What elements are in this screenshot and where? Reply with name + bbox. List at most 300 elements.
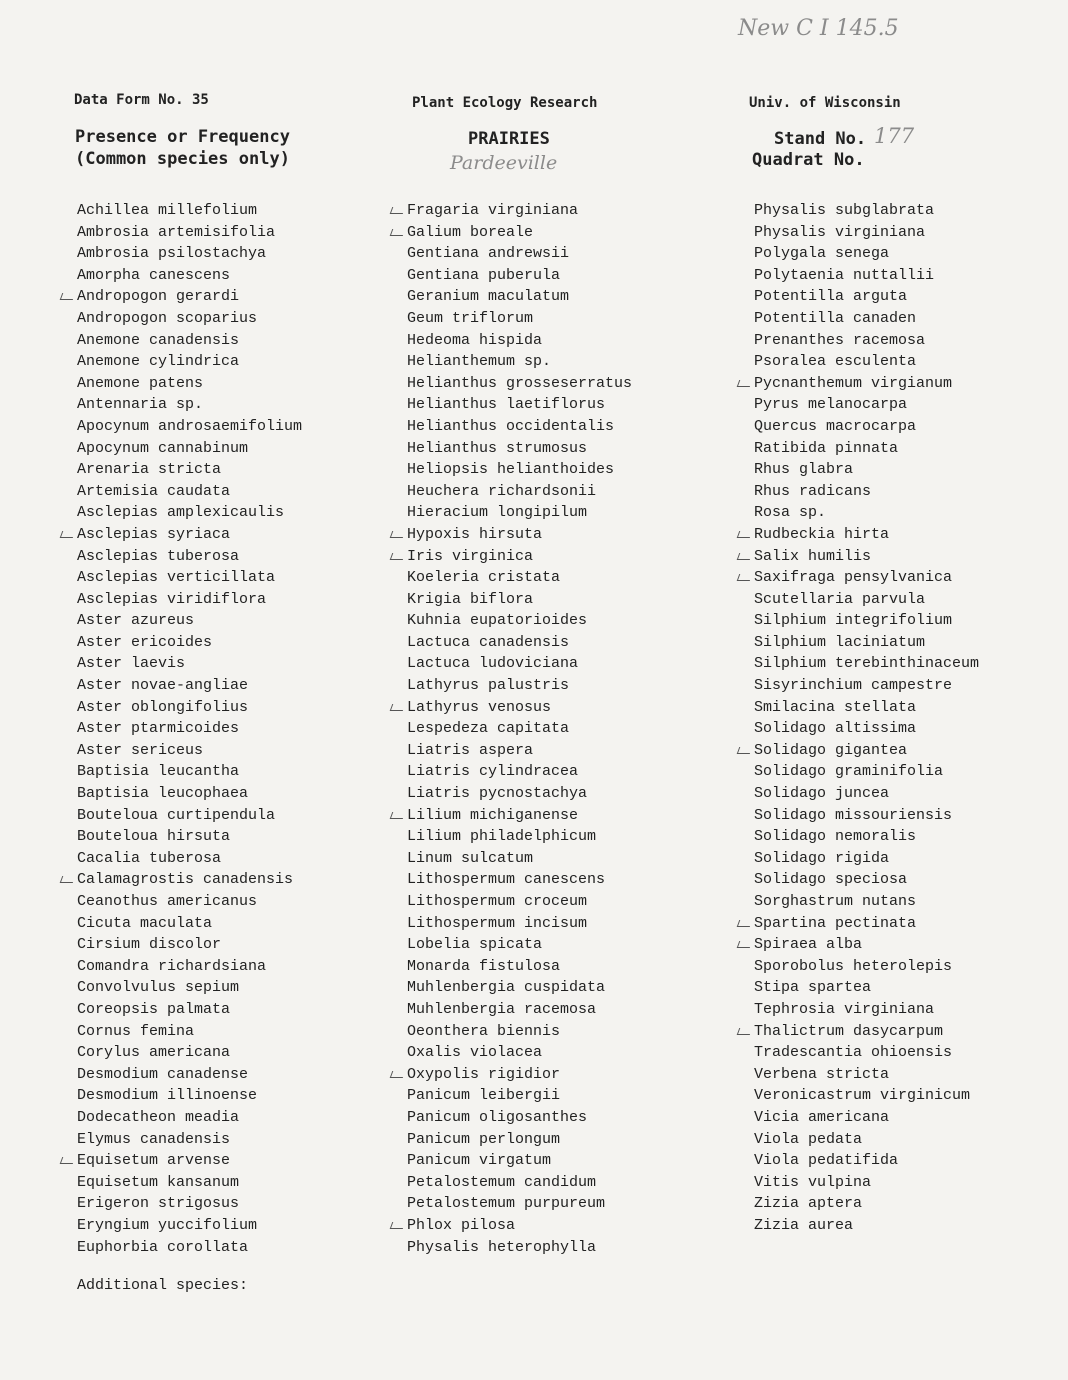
species-item [754, 351, 979, 373]
species-item [754, 913, 979, 935]
species-name: Monarda fistulosa [407, 957, 561, 975]
species-name: Heuchera richardsonii [407, 482, 597, 500]
species-name: Ceanothus americanus [77, 893, 258, 910]
species-name: Comandra richardsiana [77, 957, 267, 975]
species-name: Vicia americana [754, 1108, 890, 1126]
species-item [407, 567, 632, 589]
species-item [754, 783, 979, 805]
species-item [77, 653, 302, 675]
species-name: Prenanthes racemosa [754, 331, 926, 349]
species-name: Aster oblongifolius [77, 698, 249, 716]
species-name: Saxifraga pensylvanica [754, 569, 953, 587]
species-name: Helianthus grosseserratus [407, 374, 633, 392]
species-name: Zizia aurea [754, 1216, 854, 1234]
species-name: Thalictrum dasycarpum [754, 1022, 944, 1040]
species-item [407, 891, 632, 913]
species-name: Lobelia spicata [407, 936, 543, 954]
species-item [407, 999, 632, 1021]
species-item [77, 394, 302, 416]
checkmark-icon [390, 553, 406, 560]
species-item [754, 610, 979, 632]
species-item [754, 934, 979, 956]
species-item [754, 286, 979, 308]
form-title: Plant Ecology Research [412, 95, 598, 111]
species-name: Baptisia leucantha [77, 763, 240, 781]
species-name: Helianthus laetiflorus [407, 396, 606, 414]
species-name: Iris virginica [407, 547, 534, 565]
species-name: Liatris pycnostachya [407, 785, 588, 803]
species-item [77, 308, 302, 330]
species-name: Silphium integrifolium [754, 612, 953, 630]
species-item [754, 653, 979, 675]
species-name: Vitis vulpina [754, 1173, 872, 1191]
species-item [407, 330, 632, 352]
species-item [407, 718, 632, 740]
checkmark-icon [390, 812, 406, 819]
species-item [407, 222, 632, 244]
species-name: Gentiana puberula [407, 266, 561, 284]
species-name: Lithospermum canescens [407, 871, 606, 889]
species-name: Hedeoma hispida [407, 331, 543, 349]
checkmark-icon [390, 1071, 406, 1078]
species-name: Andropogon scoparius [77, 309, 258, 327]
species-item [77, 200, 302, 222]
species-name: Pycnanthemum virgianum [754, 374, 953, 392]
species-item [77, 1021, 302, 1043]
species-name: Quercus macrocarpa [754, 417, 917, 435]
species-item [407, 351, 632, 373]
species-name: Convolvulus sepium [77, 979, 240, 997]
species-item [77, 286, 302, 308]
species-name: Helianthus strumosus [407, 439, 588, 457]
species-name: Physalis virginiana [754, 223, 926, 241]
species-name: Euphorbia corollata [77, 1238, 249, 1256]
species-item [754, 416, 979, 438]
species-item [77, 546, 302, 568]
species-name: Apocynum androsaemifolium [77, 417, 303, 435]
species-name: Cornus femina [77, 1022, 195, 1040]
species-name: Arenaria stricta [77, 461, 222, 479]
species-name: Solidago altissima [754, 720, 917, 738]
species-item [754, 632, 979, 654]
species-item [77, 243, 302, 265]
species-name: Sisyrinchium campestre [754, 677, 953, 695]
species-item [77, 826, 302, 848]
species-item [77, 330, 302, 352]
species-name: Bouteloua hirsuta [77, 828, 231, 846]
species-name: Sporobolus heterolepis [754, 957, 953, 975]
species-name: Physalis subglabrata [754, 202, 935, 219]
species-item [407, 1129, 632, 1151]
species-name: Polygala senega [754, 245, 890, 263]
species-name: Lithospermum croceum [407, 893, 588, 910]
species-item [77, 718, 302, 740]
species-name: Phlox pilosa [407, 1216, 516, 1234]
species-item [77, 1150, 302, 1172]
species-name: Solidago juncea [754, 785, 890, 803]
species-name: Desmodium canadense [77, 1065, 249, 1083]
checkmark-icon [737, 1028, 753, 1035]
species-name: Geranium maculatum [407, 288, 570, 306]
species-item [77, 891, 302, 913]
species-item [754, 524, 979, 546]
species-name: Elymus canadensis [77, 1130, 231, 1148]
checkmark-icon [737, 747, 753, 754]
species-item [77, 222, 302, 244]
species-item [754, 308, 979, 330]
species-name: Asclepias verticillata [77, 569, 276, 587]
checkmark-icon [390, 704, 406, 711]
species-name: Anemone patens [77, 374, 204, 392]
species-item [77, 589, 302, 611]
species-name: Liatris aspera [407, 741, 534, 759]
checkmark-icon [737, 941, 753, 948]
species-name: Spiraea alba [754, 936, 863, 954]
species-name: Hieracium longipilum [407, 504, 588, 522]
species-name: Silphium terebinthinaceum [754, 655, 980, 673]
species-item [77, 1215, 302, 1237]
location-handwritten: Pardeeville [450, 152, 558, 174]
species-name: Sorghastrum nutans [754, 893, 917, 910]
species-name: Rhus radicans [754, 482, 872, 500]
species-name: Ambrosia artemisifolia [77, 223, 276, 241]
species-item [754, 1085, 979, 1107]
species-item [754, 956, 979, 978]
species-name: Panicum leibergii [407, 1087, 561, 1105]
species-item [754, 567, 979, 589]
species-name: Petalostemum purpureum [407, 1195, 606, 1213]
species-name: Koeleria cristata [407, 569, 561, 587]
checkmark-icon [737, 574, 753, 581]
species-item [77, 438, 302, 460]
species-item [754, 977, 979, 999]
species-item [407, 373, 632, 395]
species-name: Artemisia caudata [77, 482, 231, 500]
species-name: Panicum virgatum [407, 1152, 552, 1170]
species-name: Aster novae-angliae [77, 677, 249, 695]
species-item [77, 610, 302, 632]
species-name: Baptisia leucophaea [77, 785, 249, 803]
species-name: Potentilla arguta [754, 288, 908, 306]
species-item [754, 1150, 979, 1172]
species-name: Helianthemum sp. [407, 353, 552, 371]
checkmark-icon [737, 553, 753, 560]
species-name: Solidago graminifolia [754, 763, 944, 781]
species-name: Lespedeza capitata [407, 720, 570, 738]
species-item [77, 1107, 302, 1129]
species-item [77, 1129, 302, 1151]
species-name: Silphium laciniatum [754, 633, 926, 651]
species-name: Liatris cylindracea [407, 763, 579, 781]
form-number: Data Form No. 35 [74, 92, 209, 108]
species-name: Bouteloua curtipendula [77, 806, 276, 824]
species-item [407, 826, 632, 848]
species-name: Apocynum cannabinum [77, 439, 249, 457]
species-item [407, 1150, 632, 1172]
species-name: Salix humilis [754, 547, 872, 565]
species-name: Erigeron strigosus [77, 1195, 240, 1213]
species-item [754, 697, 979, 719]
species-name: Cicuta maculata [77, 914, 213, 932]
species-name: Muhlenbergia racemosa [407, 1000, 597, 1018]
species-item [754, 805, 979, 827]
species-name: Lathyrus palustris [407, 677, 570, 695]
species-name: Ambrosia psilostachya [77, 245, 267, 263]
species-name: Coreopsis palmata [77, 1000, 231, 1018]
presence-label-line1: Presence or Frequency [75, 127, 290, 147]
species-name: Verbena stricta [754, 1065, 890, 1083]
species-name: Scutellaria parvula [754, 590, 926, 608]
handwritten-note: New C I 145.5 [738, 16, 899, 41]
species-item [407, 610, 632, 632]
presence-label-line2: (Common species only) [75, 149, 290, 169]
species-name: Helianthus occidentalis [407, 417, 615, 435]
species-item [407, 1237, 632, 1259]
species-item [407, 956, 632, 978]
species-item [754, 848, 979, 870]
species-item [77, 1064, 302, 1086]
species-item [407, 1107, 632, 1129]
species-item [754, 718, 979, 740]
species-name: Stipa spartea [754, 979, 872, 997]
species-name: Linum sulcatum [407, 849, 534, 867]
species-name: Andropogon gerardi [77, 288, 240, 306]
species-name: Polytaenia nuttallii [754, 266, 935, 284]
species-item [407, 783, 632, 805]
species-name: Aster laevis [77, 655, 186, 673]
species-name: Geum triflorum [407, 309, 534, 327]
species-name: Oxypolis rigidior [407, 1065, 561, 1083]
species-name: Petalostemum candidum [407, 1173, 597, 1191]
species-item [407, 977, 632, 999]
species-item [754, 394, 979, 416]
species-name: Fragaria virginiana [407, 202, 579, 219]
species-name: Equisetum arvense [77, 1152, 231, 1170]
species-item [407, 524, 632, 546]
species-item [407, 200, 632, 222]
checkmark-icon [60, 876, 76, 883]
species-name: Amorpha canescens [77, 266, 231, 284]
species-name: Kuhnia eupatorioides [407, 612, 588, 630]
species-name: Zizia aptera [754, 1195, 863, 1213]
species-name: Viola pedatifida [754, 1152, 899, 1170]
species-item [407, 632, 632, 654]
species-item [754, 481, 979, 503]
species-item [407, 697, 632, 719]
species-item [407, 481, 632, 503]
species-name: Achillea millefolium [77, 202, 258, 219]
species-column-2 [407, 200, 632, 1258]
species-item [77, 373, 302, 395]
species-item [754, 546, 979, 568]
species-item [754, 265, 979, 287]
species-item [407, 546, 632, 568]
species-item [77, 805, 302, 827]
species-item [77, 416, 302, 438]
species-name: Gentiana andrewsii [407, 245, 570, 263]
species-item [77, 265, 302, 287]
species-item [77, 351, 302, 373]
checkmark-icon [60, 293, 76, 300]
species-item [77, 934, 302, 956]
species-name: Rhus glabra [754, 461, 854, 479]
species-name: Solidago rigida [754, 849, 890, 867]
species-name: Lathyrus venosus [407, 698, 552, 716]
species-item [407, 1172, 632, 1194]
species-item [754, 1172, 979, 1194]
species-name: Solidago speciosa [754, 871, 908, 889]
checkmark-icon [60, 531, 76, 538]
species-item [77, 999, 302, 1021]
species-item [77, 740, 302, 762]
species-item [407, 1193, 632, 1215]
species-item [77, 459, 302, 481]
species-name: Equisetum kansanum [77, 1173, 240, 1191]
species-item [77, 524, 302, 546]
species-name: Krigia biflora [407, 590, 534, 608]
species-item [77, 1172, 302, 1194]
species-item [407, 243, 632, 265]
species-item [407, 1042, 632, 1064]
species-name: Potentilla canaden [754, 309, 917, 327]
species-item [754, 761, 979, 783]
species-item [77, 1237, 302, 1259]
species-item [754, 459, 979, 481]
species-name: Solidago nemoralis [754, 828, 917, 846]
species-name: Lilium philadelphicum [407, 828, 597, 846]
species-name: Aster sericeus [77, 741, 204, 759]
species-item [77, 848, 302, 870]
species-name: Aster ericoides [77, 633, 213, 651]
species-name: Oxalis violacea [407, 1044, 543, 1062]
species-item [77, 481, 302, 503]
species-item [407, 869, 632, 891]
species-name: Muhlenbergia cuspidata [407, 979, 606, 997]
species-name: Solidago gigantea [754, 741, 908, 759]
species-column-3 [754, 200, 979, 1237]
species-item [754, 243, 979, 265]
species-item [407, 1215, 632, 1237]
species-name: Calamagrostis canadensis [77, 871, 294, 889]
species-name: Solidago missouriensis [754, 806, 953, 824]
species-item [754, 740, 979, 762]
species-name: Cirsium discolor [77, 936, 222, 954]
species-name: Veronicastrum virginicum [754, 1087, 971, 1105]
species-name: Anemone cylindrica [77, 353, 240, 371]
species-name: Tradescantia ohioensis [754, 1044, 953, 1062]
species-item [407, 308, 632, 330]
species-item [754, 200, 979, 222]
species-item [77, 913, 302, 935]
species-name: Asclepias viridiflora [77, 590, 267, 608]
species-item [754, 373, 979, 395]
species-item [407, 653, 632, 675]
species-item [407, 416, 632, 438]
species-name: Smilacina stellata [754, 698, 917, 716]
species-item [407, 1064, 632, 1086]
species-name: Oeonthera biennis [407, 1022, 561, 1040]
species-item [407, 589, 632, 611]
species-item [77, 675, 302, 697]
species-name: Viola pedata [754, 1130, 863, 1148]
species-item [754, 1215, 979, 1237]
species-item [407, 1021, 632, 1043]
checkmark-icon [737, 920, 753, 927]
prairies-heading: PRAIRIES [468, 129, 550, 149]
species-name: Panicum oligosanthes [407, 1108, 588, 1126]
species-column-1 [77, 200, 302, 1258]
species-item [407, 913, 632, 935]
species-item [754, 330, 979, 352]
checkmark-icon [60, 1157, 76, 1164]
species-name: Rosa sp. [754, 504, 827, 522]
species-item [754, 891, 979, 913]
species-name: Galium boreale [407, 223, 534, 241]
species-name: Lactuca ludoviciana [407, 655, 579, 673]
species-item [754, 502, 979, 524]
stand-number-value: 177 [874, 124, 915, 148]
species-item [77, 1085, 302, 1107]
checkmark-icon [390, 229, 406, 236]
species-item [754, 675, 979, 697]
university-name: Univ. of Wisconsin [749, 95, 901, 111]
species-item [77, 956, 302, 978]
species-name: Asclepias tuberosa [77, 547, 240, 565]
species-item [754, 1107, 979, 1129]
species-item [754, 589, 979, 611]
species-name: Lilium michiganense [407, 806, 579, 824]
species-item [77, 1193, 302, 1215]
species-name: Heliopsis helianthoides [407, 461, 615, 479]
species-item [407, 761, 632, 783]
species-name: Pyrus melanocarpa [754, 396, 908, 414]
species-name: Eryngium yuccifolium [77, 1216, 258, 1234]
species-item [77, 632, 302, 654]
species-name: Aster azureus [77, 612, 195, 630]
species-item [754, 222, 979, 244]
species-name: Asclepias syriaca [77, 525, 231, 543]
species-item [754, 1129, 979, 1151]
species-item [407, 934, 632, 956]
species-name: Hypoxis hirsuta [407, 525, 543, 543]
species-item [407, 675, 632, 697]
species-item [407, 502, 632, 524]
species-item [77, 502, 302, 524]
species-name: Lithospermum incisum [407, 914, 588, 932]
quadrat-number-label: Quadrat No. [752, 150, 865, 170]
species-item [754, 1042, 979, 1064]
species-name: Tephrosia virginiana [754, 1000, 935, 1018]
species-name: Ratibida pinnata [754, 439, 899, 457]
species-item [754, 1021, 979, 1043]
species-item [754, 1064, 979, 1086]
species-name: Corylus americana [77, 1044, 231, 1062]
species-name: Antennaria sp. [77, 396, 204, 414]
species-item [77, 567, 302, 589]
species-item [77, 761, 302, 783]
species-item [407, 394, 632, 416]
species-name: Cacalia tuberosa [77, 849, 222, 867]
species-item [407, 459, 632, 481]
checkmark-icon [737, 380, 753, 387]
species-name: Spartina pectinata [754, 914, 917, 932]
checkmark-icon [390, 207, 406, 214]
stand-number-label: Stand No. [774, 129, 867, 149]
checkmark-icon [390, 531, 406, 538]
species-item [77, 869, 302, 891]
species-name: Desmodium illinoense [77, 1087, 258, 1105]
species-item [754, 1193, 979, 1215]
